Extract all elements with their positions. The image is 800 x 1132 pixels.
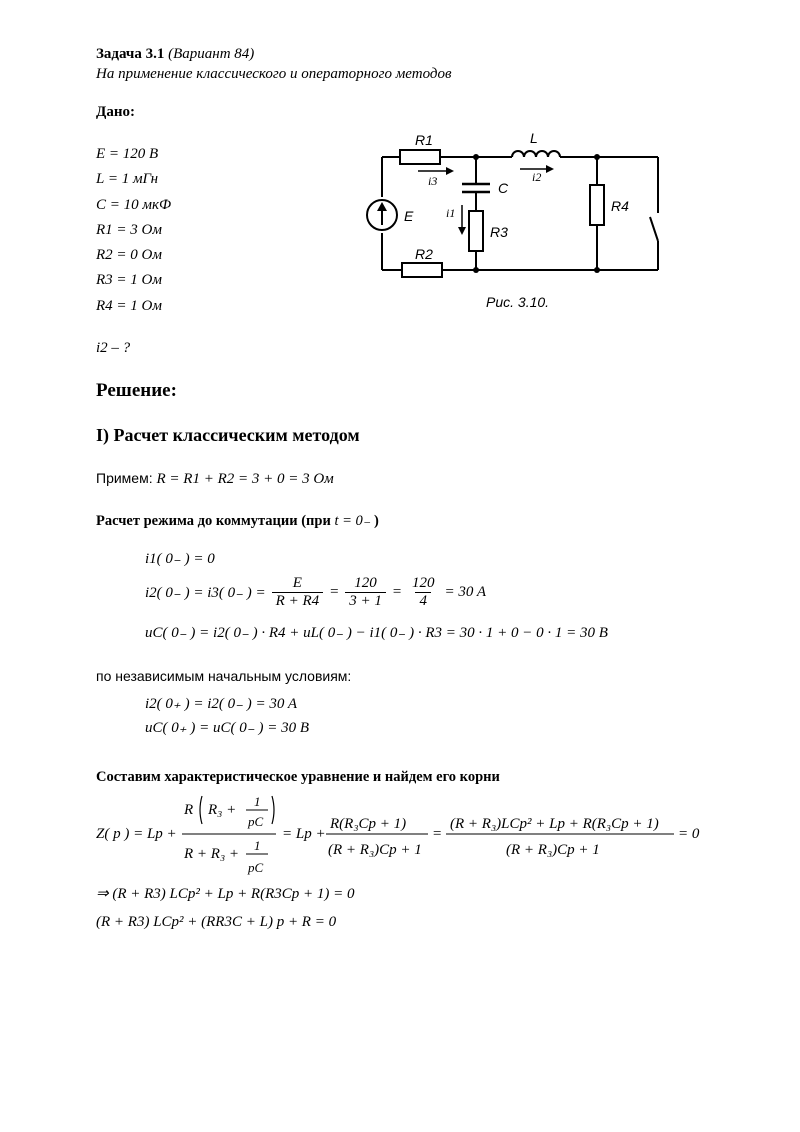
label-r4: R4 bbox=[611, 198, 629, 214]
eq6-end: = 0 bbox=[678, 826, 700, 842]
solution-heading: Решение: bbox=[96, 380, 177, 401]
svg-text:(R + R₃)Cp + 1: (R + R₃)Cp + 1 bbox=[328, 842, 422, 858]
fraction-e bbox=[272, 575, 323, 610]
label-r1: R1 bbox=[415, 132, 433, 148]
eq2-lhs: i2( 0₋ ) = i3( 0₋ ) = bbox=[145, 585, 266, 601]
eq6-lhs: Z( p ) = Lp + bbox=[96, 826, 177, 842]
accept-formula: R = R1 + R2 = 3 + 0 = 3 Ом bbox=[156, 471, 334, 487]
eq6-mid: = Lp + bbox=[282, 826, 326, 842]
fraction-e-num: E bbox=[292, 575, 302, 591]
given-values bbox=[96, 142, 171, 319]
label-r2: R2 bbox=[415, 246, 433, 262]
r2-resistor bbox=[402, 263, 442, 277]
eq-i2-i3: i2( 0₋ ) = i3( 0₋ ) = $\frac{E}{R + R4}$ = $\frac{120}{3 + 1}$ = $\frac{120}{4}$ = 30 A bbox=[145, 575, 486, 609]
svg-text:R(R₃Cp + 1): R(R₃Cp + 1) bbox=[330, 816, 407, 832]
fraction-result-den: 4 bbox=[415, 592, 431, 610]
given-r2: R2 = 0 Ом bbox=[96, 247, 162, 264]
pre-switch-close: ) bbox=[374, 513, 379, 529]
pre-switch-text: Расчет режима до коммутации (при bbox=[96, 513, 331, 529]
svg-text:R: R bbox=[184, 802, 194, 818]
label-i1: i1 bbox=[446, 206, 456, 220]
svg-text:(R + R₃)LCp² + Lp + R(R₃Cp + 1: (R + R₃)LCp² + Lp + R(R₃Cp + 1) bbox=[450, 816, 659, 832]
inductor-coil bbox=[512, 151, 560, 157]
accept-prefix: Примем: bbox=[96, 470, 153, 486]
given-r4: R4 = 1 Ом bbox=[96, 297, 162, 314]
classic-method-heading: I) Расчет классическим методом bbox=[96, 425, 360, 445]
eq-i2-plus: i2( 0₊ ) = i2( 0₋ ) = 30 A bbox=[145, 696, 298, 712]
unknown-quantity: i2 – ? bbox=[96, 340, 131, 356]
task-label: Задача 3.1 bbox=[96, 46, 165, 62]
task-variant: (Вариант 84) bbox=[168, 46, 255, 62]
accept-line bbox=[96, 470, 334, 488]
fraction-e-den: R + R4 bbox=[272, 592, 323, 610]
given-r3: R3 = 1 Ом bbox=[96, 272, 162, 289]
svg-text:pC: pC bbox=[248, 860, 264, 875]
given-c: C = 10 мкФ bbox=[96, 196, 172, 213]
r1-resistor bbox=[400, 150, 440, 164]
fraction-numeric bbox=[345, 575, 386, 610]
label-l: L bbox=[530, 130, 538, 146]
eq-uc-plus: uC( 0₊ ) = uC( 0₋ ) = 30 В bbox=[145, 720, 309, 736]
circuit-diagram bbox=[360, 125, 680, 315]
eq-impedance bbox=[94, 784, 714, 884]
given-e: E = 120 В bbox=[96, 146, 159, 162]
given-r1: R1 = 3 Ом bbox=[96, 221, 162, 238]
eq2-rhs: = 30 A bbox=[444, 584, 486, 600]
pre-switch-heading bbox=[96, 513, 379, 530]
label-e: E bbox=[404, 208, 414, 224]
svg-text:pC: pC bbox=[248, 814, 264, 829]
svg-text:1: 1 bbox=[254, 794, 261, 809]
fraction-result-num: 120 bbox=[411, 575, 435, 591]
fraction-numeric-den: 3 + 1 bbox=[345, 592, 386, 610]
label-i2: i2 bbox=[532, 170, 542, 184]
task-title bbox=[96, 46, 254, 63]
given-l: L = 1 мГн bbox=[96, 171, 159, 188]
eq-characteristic-2: (R + R3) LCp² + (RR3C + L) p + R = 0 bbox=[96, 914, 337, 930]
figure-caption: Рис. 3.10. bbox=[486, 294, 550, 310]
svg-text:R + R₃ +: R + R₃ + bbox=[184, 846, 240, 862]
label-c: C bbox=[498, 180, 509, 196]
svg-text:(R + R₃)Cp + 1: (R + R₃)Cp + 1 bbox=[506, 842, 600, 858]
given-heading: Дано: bbox=[96, 104, 135, 120]
svg-text:=: = bbox=[432, 826, 443, 842]
svg-text:R₃ +: R₃ + bbox=[208, 802, 237, 818]
task-subtitle: На применение классического и операторного методов bbox=[96, 66, 452, 82]
fraction-numeric-num: 120 bbox=[354, 575, 377, 591]
independent-conditions-heading: по независимым начальным условиям: bbox=[96, 668, 352, 684]
r4-resistor bbox=[590, 185, 604, 225]
label-r3: R3 bbox=[490, 224, 508, 240]
characteristic-heading: Составим характеристическое уравнение и найдем его корни bbox=[96, 769, 500, 785]
fraction-result bbox=[408, 575, 439, 610]
r3-resistor bbox=[469, 211, 483, 251]
eq-uc: uC( 0₋ ) = i2( 0₋ ) · R4 + uL( 0₋ ) − i1( 0₋ ) · R3 = 30 · 1 + 0 − 0 · 1 = 30 В bbox=[145, 625, 608, 641]
svg-text:1: 1 bbox=[254, 838, 261, 853]
eq-characteristic-1: ⇒ (R + R3) LCp² + Lp + R(R3Cp + 1) = 0 bbox=[96, 886, 355, 902]
eq-i1: i1( 0₋ ) = 0 bbox=[145, 551, 215, 567]
label-i3: i3 bbox=[428, 174, 438, 188]
pre-switch-condition: t = 0₋ bbox=[334, 513, 371, 529]
